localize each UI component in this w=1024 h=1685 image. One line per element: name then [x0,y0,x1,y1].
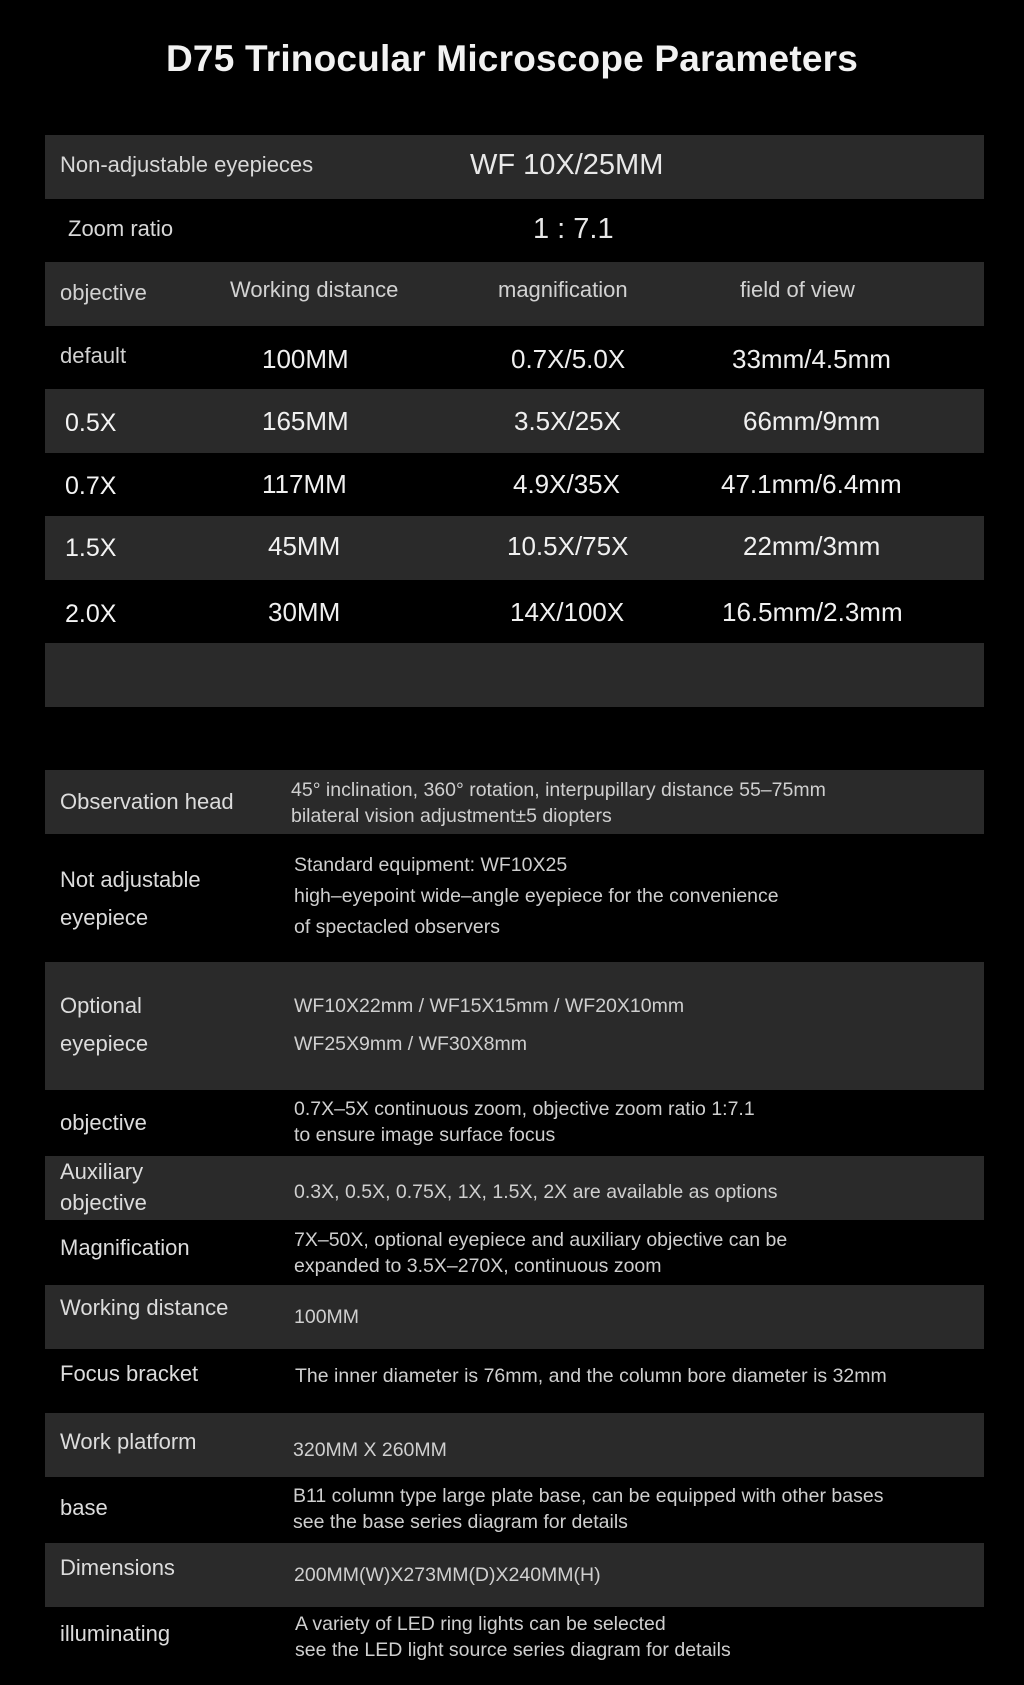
cell-field-of-view: 33mm/4.5mm [732,344,891,374]
spec-row-magnification [45,1220,984,1285]
eyepieces-row [45,135,984,199]
zoom-ratio-row [45,199,984,262]
spec-row-dimensions [45,1543,984,1607]
spec-row-working-distance [45,1285,984,1349]
table-row [45,326,984,389]
cell-field-of-view: 47.1mm/6.4mm [721,469,902,499]
cell-field-of-view: 22mm/3mm [743,531,881,561]
cell-field-of-view: 66mm/9mm [743,406,881,436]
cell-objective: 0.5X [65,409,117,437]
table-header-row [45,262,984,326]
cell-objective: default [60,343,127,368]
spec-row-work-platform [45,1413,984,1477]
spec-value: Standard equipment: WF10X25 high–eyepoint wide–angle eyepiece for the convenience of spectacled observers [294,854,779,938]
spec-row-objective [45,1090,984,1156]
table-row [45,453,984,516]
spec-label: illuminating [60,1621,171,1646]
spec-row-focus-bracket [45,1349,984,1413]
header-objective: objective [60,280,147,305]
spec-label: Working distance [60,1295,229,1320]
spec-label: Dimensions [60,1555,175,1580]
cell-magnification: 14X/100X [510,597,625,627]
cell-working-distance: 100MM [262,344,349,374]
zoom-ratio-label: Zoom ratio [68,216,174,241]
cell-field-of-view: 16.5mm/2.3mm [722,597,903,627]
header-working-distance: Working distance [230,277,399,302]
cell-objective: 0.7X [65,472,117,500]
spec-row-illuminating [45,1607,984,1673]
spec-value: WF10X22mm / WF15X15mm / WF20X10mm WF25X9mm / WF30X8mm [294,995,685,1055]
spec-label: Not adjustable eyepiece [60,867,201,930]
cell-magnification: 10.5X/75X [507,531,629,561]
cell-magnification: 0.7X/5.0X [511,344,626,374]
spec-label: Magnification [60,1235,190,1260]
cell-working-distance: 30MM [268,597,341,627]
table-row [45,516,984,580]
spec-row-auxiliary-objective [45,1156,984,1220]
spec-value: B11 column type large plate base, can be equipped with other bases see the base series diagram for details [293,1485,884,1533]
spec-value: A variety of LED ring lights can be selected see the LED light source series diagram for details [295,1613,731,1661]
eyepieces-label: Non-adjustable eyepieces [60,152,314,177]
cell-working-distance: 165MM [262,406,349,436]
cell-magnification: 4.9X/35X [513,469,620,499]
spec-value: 100MM [294,1306,360,1328]
spec-value: 320MM X 260MM [293,1439,447,1461]
table-row [45,389,984,453]
header-field-of-view: field of view [740,277,855,302]
spec-label: base [60,1495,108,1520]
spec-label: Auxiliary objective [60,1159,147,1215]
spec-value: 7X–50X, optional eyepiece and auxiliary objective can be expanded to 3.5X–270X, continuous zoom [294,1229,788,1277]
zoom-ratio-value: 1 : 7.1 [533,213,614,245]
header-magnification: magnification [498,277,628,302]
table-row [45,580,984,643]
spec-label: Focus bracket [60,1361,199,1386]
spec-row-base [45,1477,984,1543]
spec-label: Observation head [60,789,234,814]
spec-value: 0.7X–5X continuous zoom, objective zoom ratio 1:7.1 to ensure image surface focus [294,1098,755,1146]
spec-value: 0.3X, 0.5X, 0.75X, 1X, 1.5X, 2X are available as options [294,1181,778,1203]
eyepieces-value: WF 10X/25MM [470,149,664,181]
empty-row [45,643,984,707]
cell-working-distance: 45MM [268,531,341,561]
spec-value: The inner diameter is 76mm, and the column bore diameter is 32mm [295,1365,887,1387]
spec-label: Optional eyepiece [60,993,149,1056]
spec-label: objective [60,1110,147,1135]
spec-row-not-adjustable-eyepiece [45,834,984,962]
spec-value: 45° inclination, 360° rotation, interpupillary distance 55–75mm bilateral vision adjustment±5 diopters [291,779,826,827]
cell-working-distance: 117MM [262,469,347,499]
spec-value: 200MM(W)X273MM(D)X240MM(H) [294,1564,601,1586]
spec-row-optional-eyepiece [45,962,984,1090]
page-title: D75 Trinocular Microscope Parameters [166,38,858,79]
cell-magnification: 3.5X/25X [514,406,621,436]
cell-objective: 1.5X [65,534,117,562]
spec-row-observation-head [45,770,984,834]
cell-objective: 2.0X [65,600,117,628]
spec-label: Work platform [60,1429,197,1454]
